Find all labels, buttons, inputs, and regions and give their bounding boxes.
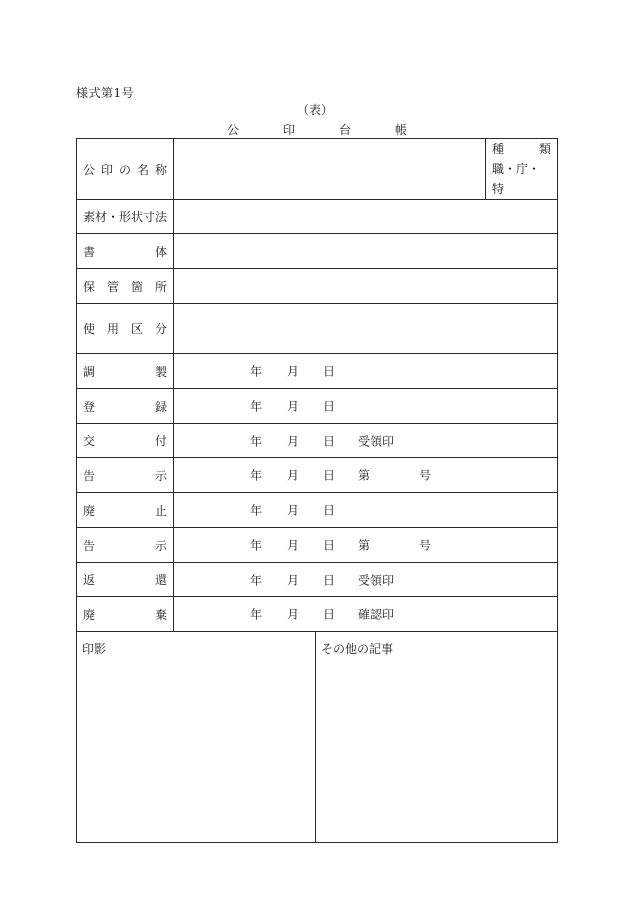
label-char: 管 bbox=[106, 279, 119, 294]
day-label: 日 bbox=[323, 607, 336, 622]
title-char: 帳 bbox=[394, 123, 407, 137]
year-label: 年 bbox=[250, 573, 263, 587]
label-char: 廃 bbox=[83, 503, 96, 518]
month-label: 月 bbox=[287, 607, 300, 622]
row-usage bbox=[77, 304, 558, 354]
label-char: 止 bbox=[154, 503, 167, 518]
label-char: 告 bbox=[83, 468, 96, 483]
row-notice-2 bbox=[77, 528, 558, 563]
year-label: 年 bbox=[250, 503, 263, 518]
field-seal-type[interactable] bbox=[486, 139, 558, 200]
month-label: 月 bbox=[287, 434, 300, 448]
label-char: 箇 bbox=[130, 279, 143, 294]
label-char: 録 bbox=[154, 399, 167, 414]
label-char: の bbox=[118, 162, 131, 177]
number-suffix-label: 号 bbox=[419, 538, 432, 553]
month-label: 月 bbox=[287, 468, 300, 483]
title-char: 公 bbox=[227, 123, 240, 137]
field-disposal-date[interactable] bbox=[174, 597, 558, 632]
number-prefix-label: 第 bbox=[358, 538, 371, 553]
row-disposal bbox=[77, 597, 558, 632]
label-type bbox=[486, 139, 557, 159]
label-notice-2 bbox=[77, 528, 174, 563]
seal-impression-label: 印影 bbox=[82, 642, 107, 656]
other-notes-label: その他の記事 bbox=[321, 642, 394, 656]
field-storage[interactable] bbox=[174, 269, 558, 304]
label-char: 付 bbox=[154, 434, 167, 448]
label-material bbox=[77, 200, 174, 234]
form-title bbox=[227, 121, 407, 138]
label-char: 使 bbox=[83, 322, 96, 336]
label-char: 類 bbox=[538, 142, 551, 156]
seal-impression-area[interactable] bbox=[77, 632, 316, 843]
row-typeface bbox=[77, 234, 558, 269]
label-storage bbox=[77, 269, 174, 304]
label-char: 用 bbox=[106, 322, 119, 336]
month-label: 月 bbox=[287, 573, 300, 587]
title-char: 印 bbox=[282, 123, 295, 137]
label-disposal bbox=[77, 597, 174, 632]
label-char: 棄 bbox=[154, 607, 167, 622]
field-return-date[interactable] bbox=[174, 563, 558, 597]
month-label: 月 bbox=[287, 538, 300, 553]
field-delivery-date[interactable] bbox=[174, 424, 558, 458]
label-char: 廃 bbox=[83, 607, 96, 622]
form-number: 様式第1号 bbox=[76, 86, 135, 100]
year-label: 年 bbox=[250, 538, 263, 553]
label-abolition bbox=[77, 493, 174, 528]
row-delivery bbox=[77, 424, 558, 458]
month-label: 月 bbox=[287, 399, 300, 414]
field-material[interactable] bbox=[174, 200, 558, 234]
label-char: 返 bbox=[83, 573, 96, 587]
label-char: 体 bbox=[154, 244, 167, 259]
row-seal-name bbox=[77, 139, 558, 200]
label-notice-1 bbox=[77, 458, 174, 493]
row-registration bbox=[77, 389, 558, 424]
label-char: 印 bbox=[100, 162, 113, 177]
row-storage bbox=[77, 269, 558, 304]
title-char: 台 bbox=[338, 123, 351, 137]
label-usage bbox=[77, 304, 174, 354]
label-char: 分 bbox=[154, 322, 167, 336]
label-char: 告 bbox=[83, 538, 96, 553]
label-char: 所 bbox=[154, 279, 167, 294]
field-usage[interactable] bbox=[174, 304, 558, 354]
day-label: 日 bbox=[323, 468, 336, 483]
row-abolition bbox=[77, 493, 558, 528]
year-label: 年 bbox=[250, 468, 263, 483]
number-suffix-label: 号 bbox=[419, 468, 432, 483]
row-material bbox=[77, 200, 558, 234]
field-notice-1[interactable] bbox=[174, 458, 558, 493]
label-char: 交 bbox=[83, 434, 96, 448]
label-char: 還 bbox=[154, 573, 167, 587]
label-char: 書 bbox=[83, 244, 96, 259]
field-notice-2[interactable] bbox=[174, 528, 558, 563]
label-seal-name bbox=[77, 139, 174, 200]
label-manufacture bbox=[77, 354, 174, 389]
label-char: 公 bbox=[83, 162, 96, 177]
sheet-side-label: （表） bbox=[296, 103, 333, 117]
label-char: 示 bbox=[154, 468, 167, 483]
field-registration-date[interactable] bbox=[174, 389, 558, 424]
row-notice-1 bbox=[77, 458, 558, 493]
seal-ledger-table bbox=[76, 138, 558, 843]
row-bottom bbox=[77, 632, 558, 843]
label-char: 示 bbox=[154, 538, 167, 553]
day-label: 日 bbox=[323, 399, 336, 414]
year-label: 年 bbox=[250, 434, 263, 448]
number-prefix-label: 第 bbox=[358, 468, 371, 483]
month-label: 月 bbox=[287, 503, 300, 518]
receipt-seal-label: 受領印 bbox=[358, 434, 395, 448]
year-label: 年 bbox=[250, 364, 263, 379]
label-char: 調 bbox=[83, 364, 96, 379]
row-return bbox=[77, 563, 558, 597]
label-text: 素材・形状寸法 bbox=[83, 210, 168, 224]
label-char: 製 bbox=[154, 364, 167, 379]
label-delivery bbox=[77, 424, 174, 458]
year-label: 年 bbox=[250, 607, 263, 622]
label-typeface bbox=[77, 234, 174, 269]
label-char: 名 bbox=[136, 162, 149, 177]
receipt-seal-label: 受領印 bbox=[358, 573, 395, 587]
year-label: 年 bbox=[250, 399, 263, 414]
confirmation-seal-label: 確認印 bbox=[358, 607, 395, 622]
day-label: 日 bbox=[323, 573, 336, 587]
label-char: 称 bbox=[154, 162, 167, 177]
label-char: 種 bbox=[492, 142, 505, 156]
label-char: 登 bbox=[83, 399, 96, 414]
label-registration bbox=[77, 389, 174, 424]
day-label: 日 bbox=[323, 434, 336, 448]
field-typeface[interactable] bbox=[174, 234, 558, 269]
day-label: 日 bbox=[323, 503, 336, 518]
type-options: 職・庁・特 bbox=[492, 162, 541, 196]
label-char: 保 bbox=[83, 279, 96, 294]
field-manufacture-date[interactable] bbox=[174, 354, 558, 389]
day-label: 日 bbox=[323, 538, 336, 553]
label-char: 区 bbox=[130, 322, 143, 336]
field-seal-name[interactable] bbox=[174, 139, 486, 200]
day-label: 日 bbox=[323, 364, 336, 379]
label-return bbox=[77, 563, 174, 597]
field-abolition-date[interactable] bbox=[174, 493, 558, 528]
other-notes-area[interactable] bbox=[316, 632, 558, 843]
month-label: 月 bbox=[287, 364, 300, 379]
row-manufacture bbox=[77, 354, 558, 389]
